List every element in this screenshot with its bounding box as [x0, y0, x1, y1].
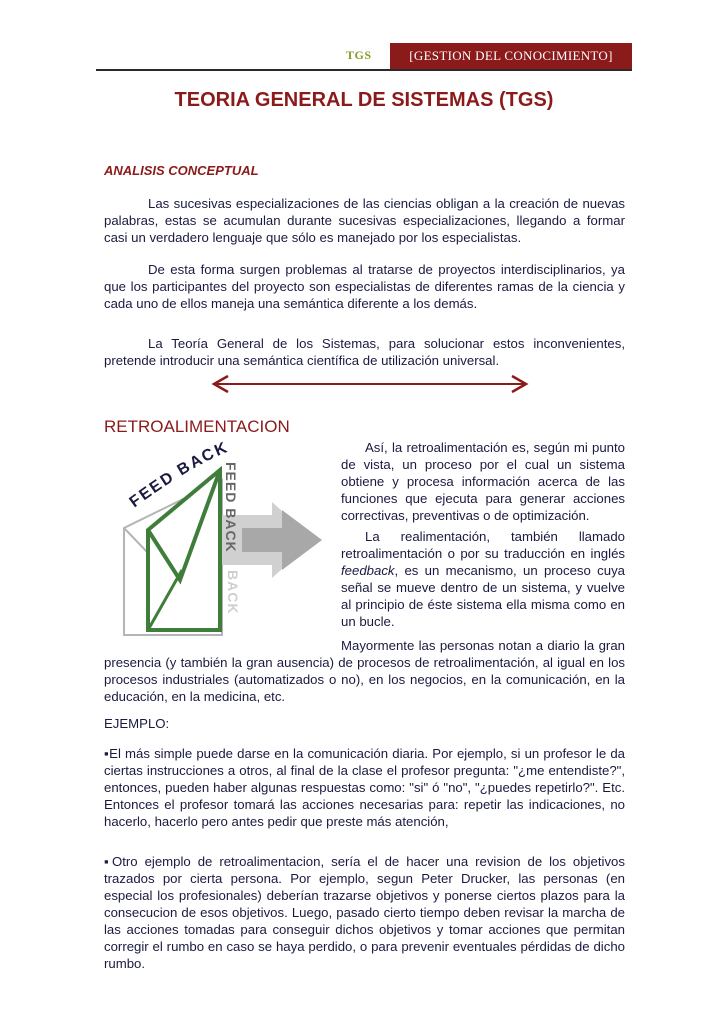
analisis-heading: ANALISIS CONCEPTUAL [104, 163, 259, 178]
retro-paragraph-2-b: , es un mecanismo, un proceso cuya señal se mueve dentro de un sistema, y vuelve al principio de éste sistema ella misma como en un bucle. [341, 563, 625, 629]
ejemplo-heading: EJEMPLO: [104, 716, 170, 731]
ejemplo-bullet-1-text: El más simple puede darse en la comunicación diaria. Por ejemplo, si un profesor le da ciertas instrucciones a otros, al final de la clase el profesor pregunta: "¿me entendiste?", entonces, pueden haber algunas respuestas como: "si" ó "no", "¿puedes repetirlo?". Etc. Entonces el profesor tomará las acciones necesarias para: repetir las indicaciones, no hacerlo, hacerlo pero antes pedir que preste más atención, [104, 746, 625, 829]
analisis-paragraph-3: La Teoría General de los Sistemas, para solucionar estos inconvenientes, pretende introducir una semántica científica de utilización universal. [104, 336, 625, 368]
retro-paragraph-2-em: feedback [341, 563, 395, 578]
feedback-curved-text: FEED BACK [126, 440, 232, 512]
double-arrow-separator [208, 373, 532, 395]
bullet-icon: ▪ [104, 746, 110, 761]
retroalimentacion-heading: RETROALIMENTACION [104, 417, 290, 436]
retro-paragraph-2-a: La realimentación, también llamado retroalimentación o por su traducción en inglés [341, 529, 625, 561]
header-rule [96, 69, 632, 71]
feedback-illustration [122, 440, 332, 655]
ejemplo-bullet-2 [104, 853, 625, 972]
header-short-label: TGS [346, 48, 372, 62]
retro-paragraph-2 [341, 528, 625, 630]
header-section-label: [GESTION DEL CONOCIMIENTO] [390, 43, 632, 69]
retro-paragraph-1: Así, la retroalimentación es, según mi punto de vista, un proceso por el cual un sistema obtiene y procesa información acerca de las funciones que ejecuta para generar acciones correctivas, preventivas o de optimización. [341, 440, 625, 523]
analisis-paragraph-1: Las sucesivas especializaciones de las ciencias obligan a la creación de nuevas palabras, estas se acumulan durante sucesivas especializaciones, llegando a formar casi un verdadero lenguaje que sólo es manejado por los especialistas. [104, 196, 625, 245]
feedback-vertical-text: FEED BACK [223, 462, 239, 553]
page-title: TEORIA GENERAL DE SISTEMAS (TGS) [174, 89, 554, 111]
analisis-paragraph-2: De esta forma surgen problemas al tratarse de proyectos interdisciplinarios, ya que los participantes del proyecto son especialistas de diferentes ramas de la ciencia y cada uno de ellos maneja una semántica diferente a los demás. [104, 262, 625, 311]
retro-paragraph-3: Mayormente las personas notan a diario la gran presencia (y también la gran ausencia) de procesos de retroalimentación, al igual en los procesos industriales (automatizados o no), en los negocios, en la comunicación, en la educación, en la medicina, etc. [104, 638, 625, 704]
ejemplo-bullet-2-text: Otro ejemplo de retroalimentacion, sería el de hacer una revision de los objetivos trazados por cierta persona. Por ejemplo, segun Peter Drucker, las personas (en especial los profesionales) deberían trazarse objetivos y ponerse ciertos plazos para la consecucion de esos objetivos. Luego, pasado cierto tiempo deben revisar la marcha de las acciones tomadas para conseguir dichos objetivos y tomar acciones que permitan corregir el rumbo en caso se haya perdido, o para prevenir eventuales pérdidas de dicho rumbo. [104, 854, 625, 971]
feedback-faded-text: BACK [225, 570, 241, 615]
ejemplo-bullet-1 [104, 745, 625, 830]
bullet-icon: ▪ [104, 854, 112, 869]
